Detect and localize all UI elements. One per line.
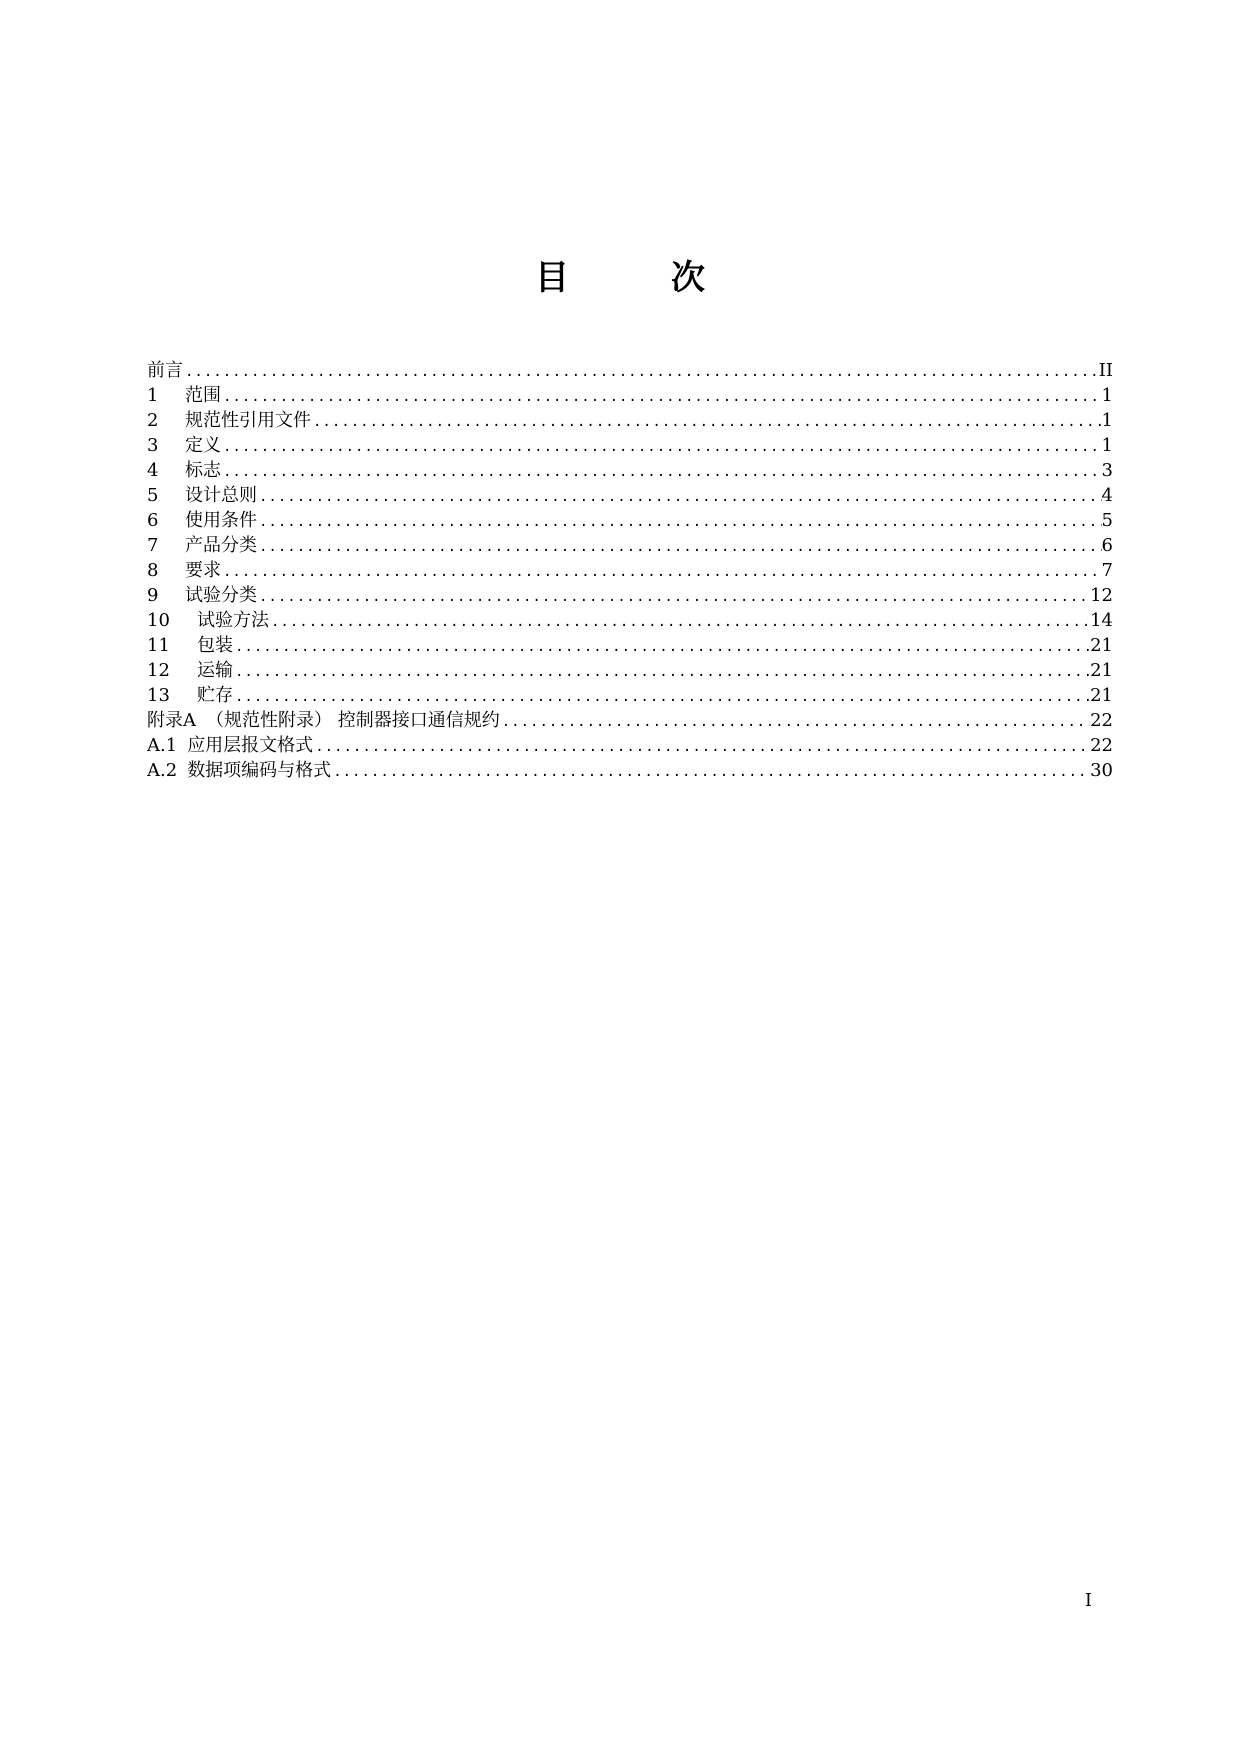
toc-entry-number: 8 xyxy=(147,560,159,581)
toc-entry-number: 4 xyxy=(147,460,159,481)
toc-entry-number: 附录A xyxy=(147,710,196,731)
toc-entry-title: 运输 xyxy=(197,660,233,681)
toc-entry-number: 5 xyxy=(147,485,159,506)
toc-leader-dots xyxy=(313,735,1090,758)
toc-entry-title: 设计总则 xyxy=(185,485,257,506)
toc-entry-1[interactable] xyxy=(147,383,1113,408)
toc-entry-9[interactable] xyxy=(147,583,1113,608)
toc-entry-page: 22 xyxy=(1090,710,1113,731)
toc-entry-page: II xyxy=(1098,360,1113,381)
toc-entry-appendix-a[interactable] xyxy=(147,708,1113,733)
toc-entry-number: 7 xyxy=(147,535,159,556)
toc-entry-13[interactable] xyxy=(147,683,1113,708)
toc-entry-5[interactable] xyxy=(147,483,1113,508)
page-number: I xyxy=(1084,1590,1092,1611)
toc-entry-title: 标志 xyxy=(185,460,221,481)
toc-entry-a1[interactable] xyxy=(147,733,1113,758)
toc-entry-page: 4 xyxy=(1101,485,1113,506)
toc-leader-dots xyxy=(257,585,1090,608)
toc-entry-number: A.1 xyxy=(147,735,178,756)
toc-entry-title: 应用层报文格式 xyxy=(187,735,314,756)
toc-entry-number: A.2 xyxy=(147,760,178,781)
toc-entry-page: 22 xyxy=(1090,735,1113,756)
toc-entry-page: 3 xyxy=(1101,460,1113,481)
toc-entry-title: 试验分类 xyxy=(185,585,257,606)
toc-leader-dots xyxy=(233,635,1090,658)
toc-entry-preface[interactable] xyxy=(147,358,1113,383)
toc-entry-2[interactable] xyxy=(147,408,1113,433)
toc-entry-a2[interactable] xyxy=(147,758,1113,783)
toc-entry-number: 1 xyxy=(147,385,159,406)
table-of-contents xyxy=(147,358,1113,783)
toc-leader-dots xyxy=(257,485,1102,508)
toc-entry-6[interactable] xyxy=(147,508,1113,533)
toc-entry-11[interactable] xyxy=(147,633,1113,658)
toc-entry-title: 前言 xyxy=(147,360,183,381)
toc-leader-dots xyxy=(233,685,1090,708)
toc-entry-title: 包装 xyxy=(197,635,233,656)
toc-entry-page: 14 xyxy=(1090,610,1113,631)
toc-leader-dots xyxy=(269,610,1090,633)
toc-entry-number: 6 xyxy=(147,510,159,531)
toc-entry-number: 12 xyxy=(147,660,170,681)
toc-leader-dots xyxy=(221,460,1102,483)
toc-leader-dots xyxy=(500,710,1090,733)
toc-entry-title: 产品分类 xyxy=(185,535,257,556)
toc-entry-title: 要求 xyxy=(185,560,221,581)
toc-entry-page: 30 xyxy=(1090,760,1113,781)
toc-entry-7[interactable] xyxy=(147,533,1113,558)
toc-entry-page: 21 xyxy=(1090,660,1113,681)
toc-entry-title: 范围 xyxy=(185,385,221,406)
toc-leader-dots xyxy=(221,385,1102,408)
toc-leader-dots xyxy=(257,535,1102,558)
toc-entry-4[interactable] xyxy=(147,458,1113,483)
toc-entry-page: 5 xyxy=(1101,510,1113,531)
toc-entry-page: 12 xyxy=(1090,585,1113,606)
page-title: 目 次 xyxy=(535,258,739,298)
toc-entry-title: （规范性附录） 控制器接口通信规约 xyxy=(206,710,500,731)
toc-entry-8[interactable] xyxy=(147,558,1113,583)
toc-leader-dots xyxy=(233,660,1090,683)
toc-entry-page: 21 xyxy=(1090,685,1113,706)
toc-entry-title: 试验方法 xyxy=(197,610,269,631)
toc-entry-title: 定义 xyxy=(185,435,221,456)
toc-entry-12[interactable] xyxy=(147,658,1113,683)
toc-entry-title: 规范性引用文件 xyxy=(185,410,311,431)
toc-entry-title: 数据项编码与格式 xyxy=(187,760,332,781)
toc-entry-page: 1 xyxy=(1101,385,1113,406)
toc-entry-page: 1 xyxy=(1101,435,1113,456)
toc-entry-page: 1 xyxy=(1101,410,1113,431)
toc-entry-3[interactable] xyxy=(147,433,1113,458)
toc-entry-page: 7 xyxy=(1101,560,1113,581)
toc-entry-number: 2 xyxy=(147,410,159,431)
toc-entry-page: 21 xyxy=(1090,635,1113,656)
toc-entry-number: 9 xyxy=(147,585,159,606)
toc-leader-dots xyxy=(183,360,1099,383)
toc-leader-dots xyxy=(257,510,1102,533)
toc-entry-10[interactable] xyxy=(147,608,1113,633)
toc-entry-number: 11 xyxy=(147,635,170,656)
toc-entry-page: 6 xyxy=(1101,535,1113,556)
toc-entry-title: 贮存 xyxy=(197,685,233,706)
toc-entry-number: 13 xyxy=(147,685,170,706)
toc-entry-number: 3 xyxy=(147,435,159,456)
toc-entry-number: 10 xyxy=(147,610,170,631)
toc-leader-dots xyxy=(221,435,1102,458)
toc-leader-dots xyxy=(331,760,1090,783)
toc-entry-title: 使用条件 xyxy=(185,510,257,531)
toc-leader-dots xyxy=(311,410,1102,433)
toc-leader-dots xyxy=(221,560,1102,583)
